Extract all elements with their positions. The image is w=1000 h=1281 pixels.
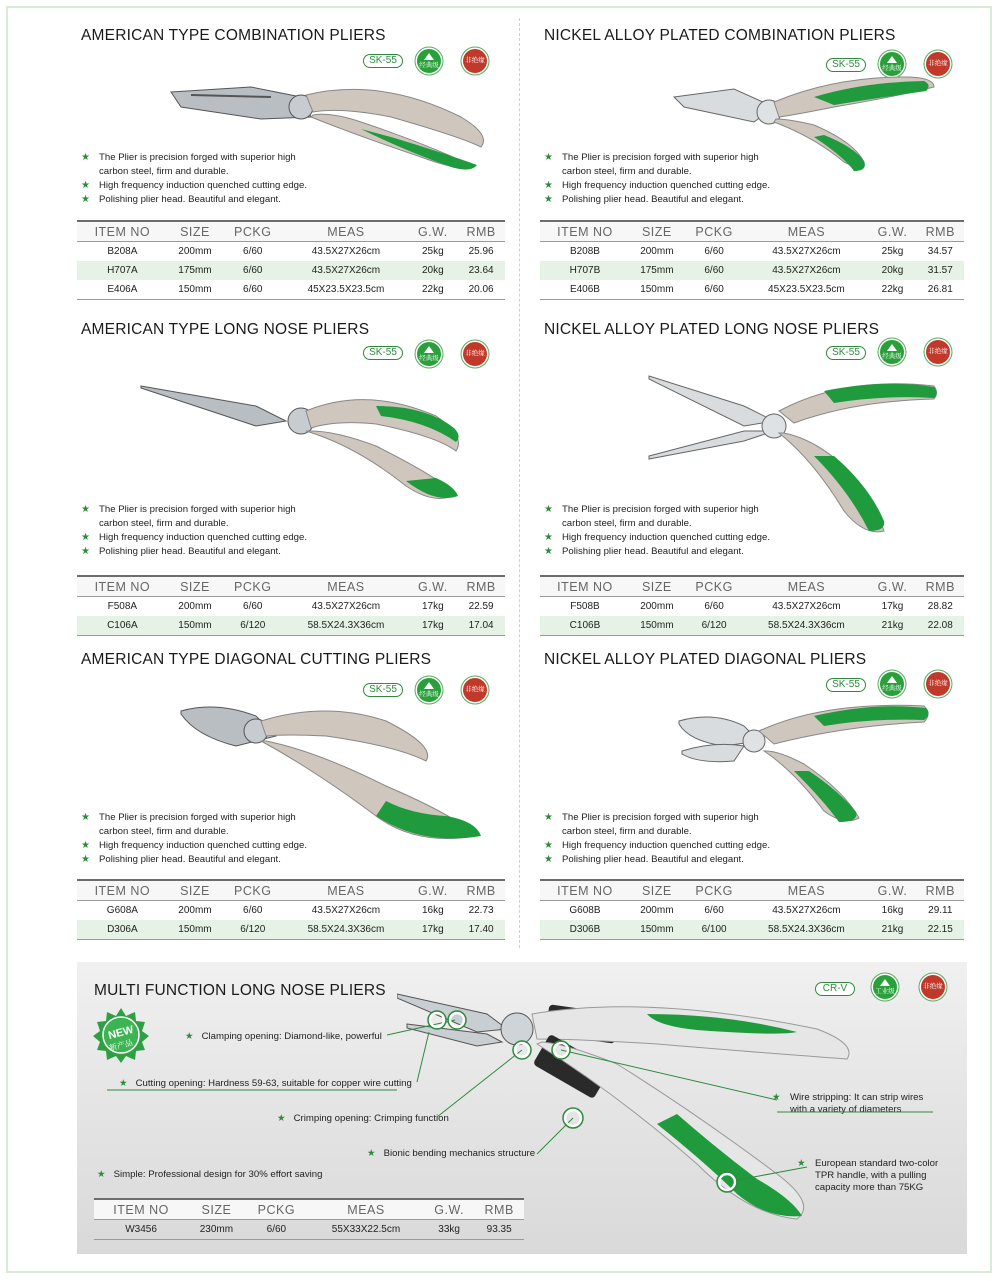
feature-item: ★ Polishing plier head. Beautiful and elegant.	[544, 854, 744, 865]
table-cell: 200mm	[640, 905, 674, 916]
table-cell: 20kg	[868, 261, 916, 280]
table-cell: 55X33X22.5cm	[308, 1220, 424, 1240]
grade-icon: 经典级	[880, 672, 904, 696]
callout-bionic: ★ Bionic bending mechanics structure	[367, 1148, 536, 1159]
table-cell: 43.5X27X26cm	[283, 261, 408, 280]
table-cell: 17kg	[881, 601, 904, 612]
table-cell: 175mm	[630, 261, 684, 280]
product-section-nickel-combination	[544, 27, 972, 302]
column-header: ITEM NO	[77, 221, 168, 242]
table-cell: 150mm	[168, 920, 222, 940]
non-insulated-icon: 非绝缘	[463, 49, 487, 73]
model-badge: SK-55	[826, 678, 866, 692]
callout-cutting: ★ Cutting opening: Hardness 59-63, suitable for copper wire cutting	[119, 1078, 412, 1089]
callout-crimping: ★ Crimping opening: Crimping function	[277, 1113, 449, 1124]
table-cell: 25kg	[881, 246, 904, 257]
table-cell: 58.5X24.3X36cm	[744, 616, 868, 636]
table-cell: W3456	[94, 1220, 188, 1240]
feature-item: ★ High frequency induction quenched cutting edge.	[544, 532, 771, 543]
column-header: ITEM NO	[94, 1199, 188, 1220]
feature-item: ★ High frequency induction quenched cutting edge.	[81, 532, 308, 543]
product-section-nickel-long-nose	[544, 321, 972, 636]
table-cell: E406A	[77, 280, 168, 300]
column-header: RMB	[457, 880, 505, 901]
spec-table	[77, 879, 505, 940]
section-title: MULTI FUNCTION LONG NOSE PLIERS	[94, 982, 386, 999]
table-cell: 22.73	[468, 905, 494, 916]
table-cell: 23.64	[457, 261, 505, 280]
model-badge: SK-55	[826, 346, 866, 360]
column-header: G.W.	[868, 880, 916, 901]
column-header: RMB	[917, 576, 964, 597]
feature-item: ★ High frequency induction quenched cutting edge.	[81, 840, 308, 851]
table-cell: 45X23.5X23.5cm	[744, 280, 868, 300]
table-cell: 22.15	[917, 920, 964, 940]
non-insulated-icon: 非绝缘	[463, 678, 487, 702]
column-header: G.W.	[409, 221, 458, 242]
table-cell: 200mm	[640, 601, 674, 612]
table-cell: 6/60	[684, 261, 745, 280]
table-cell: H707A	[77, 261, 168, 280]
column-header: RMB	[457, 221, 505, 242]
column-header: PCKG	[684, 576, 745, 597]
spec-table	[540, 220, 964, 300]
long-nose-plier-image	[136, 376, 476, 516]
feature-item: ★ The Plier is precision forged with superior high carbon steel, firm and durable.	[81, 812, 296, 837]
table-cell: 45X23.5X23.5cm	[283, 280, 408, 300]
table-cell: 22.08	[917, 616, 964, 636]
table-cell: G608A	[106, 905, 138, 916]
diagonal-plier-image	[674, 696, 954, 826]
table-cell: 21kg	[868, 920, 916, 940]
section-title: NICKEL ALLOY PLATED LONG NOSE PLIERS	[544, 321, 880, 338]
model-badge: SK-55	[363, 54, 403, 68]
table-cell: 58.5X24.3X36cm	[744, 920, 868, 940]
section-title: AMERICAN TYPE COMBINATION PLIERS	[81, 27, 386, 44]
column-header: SIZE	[630, 880, 684, 901]
table-cell: 20kg	[409, 261, 458, 280]
section-title: AMERICAN TYPE DIAGONAL CUTTING PLIERS	[81, 651, 432, 668]
column-header: G.W.	[424, 1199, 474, 1220]
new-label-cn: 新产品	[108, 1038, 134, 1053]
table-cell: 6/60	[222, 280, 283, 300]
grade-icon: 经典级	[417, 678, 441, 702]
table-cell: C106B	[540, 616, 630, 636]
callout-simple: ★ Simple: Professional design for 30% effort saving	[97, 1169, 323, 1180]
column-header: ITEM NO	[540, 221, 630, 242]
table-cell: 6/120	[684, 616, 745, 636]
feature-item: ★ Polishing plier head. Beautiful and elegant.	[81, 546, 281, 557]
column-header: MEAS	[744, 576, 868, 597]
table-cell: D306B	[540, 920, 630, 940]
table-cell: 34.57	[927, 246, 953, 257]
column-header: SIZE	[188, 1199, 245, 1220]
non-insulated-icon: 非绝缘	[926, 52, 950, 76]
column-header: SIZE	[630, 221, 684, 242]
table-cell: 6/60	[245, 1220, 308, 1240]
table-cell: 17kg	[409, 920, 458, 940]
table-row	[540, 597, 964, 617]
table-cell: 6/60	[684, 280, 745, 300]
table-cell: 200mm	[640, 246, 674, 257]
table-cell: 43.5X27X26cm	[744, 261, 868, 280]
table-cell: 43.5X27X26cm	[311, 601, 381, 612]
model-badge: SK-55	[363, 683, 403, 697]
non-insulated-icon: 非绝缘	[926, 672, 950, 696]
table-row	[77, 901, 505, 921]
table-row	[540, 261, 964, 280]
table-cell: 31.57	[917, 261, 964, 280]
product-section-american-diagonal	[81, 651, 509, 946]
table-cell: H707B	[540, 261, 630, 280]
table-cell: 29.11	[928, 905, 953, 916]
table-cell: B208A	[107, 246, 138, 257]
table-cell: 43.5X27X26cm	[772, 601, 841, 612]
table-cell: 58.5X24.3X36cm	[283, 920, 408, 940]
column-header: RMB	[457, 576, 505, 597]
table-cell: 93.35	[474, 1220, 524, 1240]
table-cell: B208B	[569, 246, 600, 257]
table-cell: E406B	[540, 280, 630, 300]
table-cell: C106A	[77, 616, 168, 636]
table-cell: 150mm	[630, 280, 684, 300]
table-cell: 6/60	[704, 601, 724, 612]
table-cell: 43.5X27X26cm	[772, 905, 841, 916]
feature-item: ★ Polishing plier head. Beautiful and elegant.	[81, 194, 281, 205]
callout-tpr-handle: ★ European standard two-color TPR handle, with a pulling capacity more than 75KG	[797, 1158, 939, 1193]
callout-clamping: ★ Clamping opening: Diamond-like, powerful	[185, 1031, 382, 1042]
feature-item: ★ The Plier is precision forged with superior high carbon steel, firm and durable.	[544, 504, 759, 529]
feature-item: ★ Polishing plier head. Beautiful and elegant.	[544, 194, 744, 205]
table-cell: 26.81	[917, 280, 964, 300]
table-cell: G608B	[569, 905, 601, 916]
table-cell: 6/100	[684, 920, 745, 940]
non-insulated-icon: 非绝缘	[926, 340, 950, 364]
table-cell: 43.5X27X26cm	[311, 246, 381, 257]
column-header: PCKG	[684, 880, 745, 901]
table-row	[540, 920, 964, 940]
column-header: SIZE	[168, 221, 222, 242]
model-badge: CR-V	[815, 982, 855, 996]
table-cell: F508A	[107, 601, 138, 612]
feature-list	[544, 503, 770, 559]
feature-list	[544, 811, 770, 867]
table-cell: 17.04	[457, 616, 505, 636]
section-title: NICKEL ALLOY PLATED DIAGONAL PLIERS	[544, 651, 867, 668]
table-cell: 20.06	[457, 280, 505, 300]
table-cell: 200mm	[178, 246, 212, 257]
product-section-american-long-nose	[81, 321, 509, 636]
column-header: ITEM NO	[540, 880, 630, 901]
table-cell: 28.82	[927, 601, 953, 612]
table-cell: 150mm	[168, 280, 222, 300]
table-cell: 43.5X27X26cm	[772, 246, 841, 257]
feature-item: ★ The Plier is precision forged with superior high carbon steel, firm and durable.	[81, 152, 296, 177]
table-row	[540, 616, 964, 636]
table-cell: 150mm	[630, 920, 684, 940]
model-badge: SK-55	[826, 58, 866, 72]
table-cell: 6/60	[243, 246, 263, 257]
table-cell: D306A	[77, 920, 168, 940]
spec-table	[77, 220, 505, 300]
table-row	[77, 280, 505, 300]
column-header: PCKG	[684, 221, 745, 242]
feature-item: ★ High frequency induction quenched cutting edge.	[544, 180, 771, 191]
table-cell: 16kg	[422, 905, 444, 916]
table-cell: 17.40	[457, 920, 505, 940]
column-header: PCKG	[222, 880, 283, 901]
section-title: NICKEL ALLOY PLATED COMBINATION PLIERS	[544, 27, 896, 44]
table-cell: 6/60	[243, 601, 263, 612]
table-row	[77, 616, 505, 636]
column-header: RMB	[474, 1199, 524, 1220]
feature-list	[81, 151, 307, 207]
spec-table	[540, 575, 964, 636]
feature-item: ★ Polishing plier head. Beautiful and elegant.	[544, 546, 744, 557]
product-section-american-combination	[81, 27, 509, 302]
feature-item: ★ High frequency induction quenched cutting edge.	[81, 180, 308, 191]
column-header: G.W.	[409, 576, 458, 597]
feature-item: ★ Polishing plier head. Beautiful and elegant.	[81, 854, 281, 865]
column-header: G.W.	[868, 576, 916, 597]
table-cell: 6/60	[704, 905, 724, 916]
feature-item: ★ High frequency induction quenched cutting edge.	[544, 840, 771, 851]
table-row	[77, 920, 505, 940]
feature-list	[81, 503, 307, 559]
column-header: SIZE	[168, 880, 222, 901]
column-header: ITEM NO	[77, 880, 168, 901]
table-cell: 22kg	[409, 280, 458, 300]
table-cell: F508B	[570, 601, 600, 612]
table-cell: 17kg	[409, 616, 458, 636]
feature-item: ★ The Plier is precision forged with superior high carbon steel, firm and durable.	[544, 812, 759, 837]
column-header: MEAS	[744, 880, 868, 901]
table-row	[540, 901, 964, 921]
table-cell: 33kg	[424, 1220, 474, 1240]
section-title: AMERICAN TYPE LONG NOSE PLIERS	[81, 321, 370, 338]
table-row	[77, 242, 505, 262]
column-header: MEAS	[744, 221, 868, 242]
table-row	[540, 242, 964, 262]
column-header: MEAS	[308, 1199, 424, 1220]
table-cell: 16kg	[881, 905, 904, 916]
feature-list	[544, 151, 770, 207]
column-header: ITEM NO	[77, 576, 168, 597]
table-cell: 175mm	[168, 261, 222, 280]
column-header: MEAS	[283, 880, 408, 901]
table-cell: 6/120	[222, 616, 283, 636]
table-row	[94, 1220, 524, 1240]
new-label: NEW	[107, 1023, 135, 1043]
table-cell: 230mm	[188, 1220, 245, 1240]
table-cell: 200mm	[178, 905, 212, 916]
column-header: RMB	[917, 880, 964, 901]
grade-icon: 经典级	[417, 342, 441, 366]
table-cell: 6/60	[243, 905, 263, 916]
grade-icon: 经典级	[880, 340, 904, 364]
table-cell: 6/120	[222, 920, 283, 940]
table-cell: 43.5X27X26cm	[311, 905, 381, 916]
column-header: ITEM NO	[540, 576, 630, 597]
table-cell: 22.59	[468, 601, 494, 612]
column-header: G.W.	[409, 880, 458, 901]
table-cell: 150mm	[168, 616, 222, 636]
feature-item: ★ The Plier is precision forged with superior high carbon steel, firm and durable.	[544, 152, 759, 177]
grade-icon: 工业级	[873, 975, 897, 999]
table-cell: 150mm	[630, 616, 684, 636]
non-insulated-icon: 非绝缘	[921, 975, 945, 999]
column-header: SIZE	[168, 576, 222, 597]
multi-function-panel	[77, 962, 967, 1254]
column-header: SIZE	[630, 576, 684, 597]
column-header: RMB	[917, 221, 964, 242]
column-header: PCKG	[245, 1199, 308, 1220]
product-section-nickel-diagonal	[544, 651, 972, 946]
spec-table	[77, 575, 505, 636]
column-header: MEAS	[283, 221, 408, 242]
column-header: PCKG	[222, 221, 283, 242]
table-row	[540, 280, 964, 300]
column-header: MEAS	[283, 576, 408, 597]
table-cell: 200mm	[178, 601, 212, 612]
feature-item: ★ The Plier is precision forged with superior high carbon steel, firm and durable.	[81, 504, 296, 529]
spec-table	[540, 879, 964, 940]
table-row	[77, 597, 505, 617]
column-divider	[519, 18, 521, 948]
table-cell: 6/60	[704, 246, 724, 257]
table-cell: 22kg	[868, 280, 916, 300]
spec-table	[94, 1198, 524, 1240]
column-header: G.W.	[868, 221, 916, 242]
column-header: PCKG	[222, 576, 283, 597]
feature-list	[81, 811, 307, 867]
table-row	[77, 261, 505, 280]
table-cell: 6/60	[222, 261, 283, 280]
table-cell: 25.96	[468, 246, 494, 257]
non-insulated-icon: 非绝缘	[463, 342, 487, 366]
table-cell: 17kg	[422, 601, 444, 612]
grade-icon: 经典级	[880, 52, 904, 76]
grade-icon: 经典级	[417, 49, 441, 73]
table-cell: 58.5X24.3X36cm	[283, 616, 408, 636]
table-cell: 25kg	[422, 246, 444, 257]
model-badge: SK-55	[363, 346, 403, 360]
callout-wire-stripping: ★ Wire stripping: It can strip wires with a variety of diameters	[772, 1092, 924, 1115]
table-cell: 21kg	[868, 616, 916, 636]
